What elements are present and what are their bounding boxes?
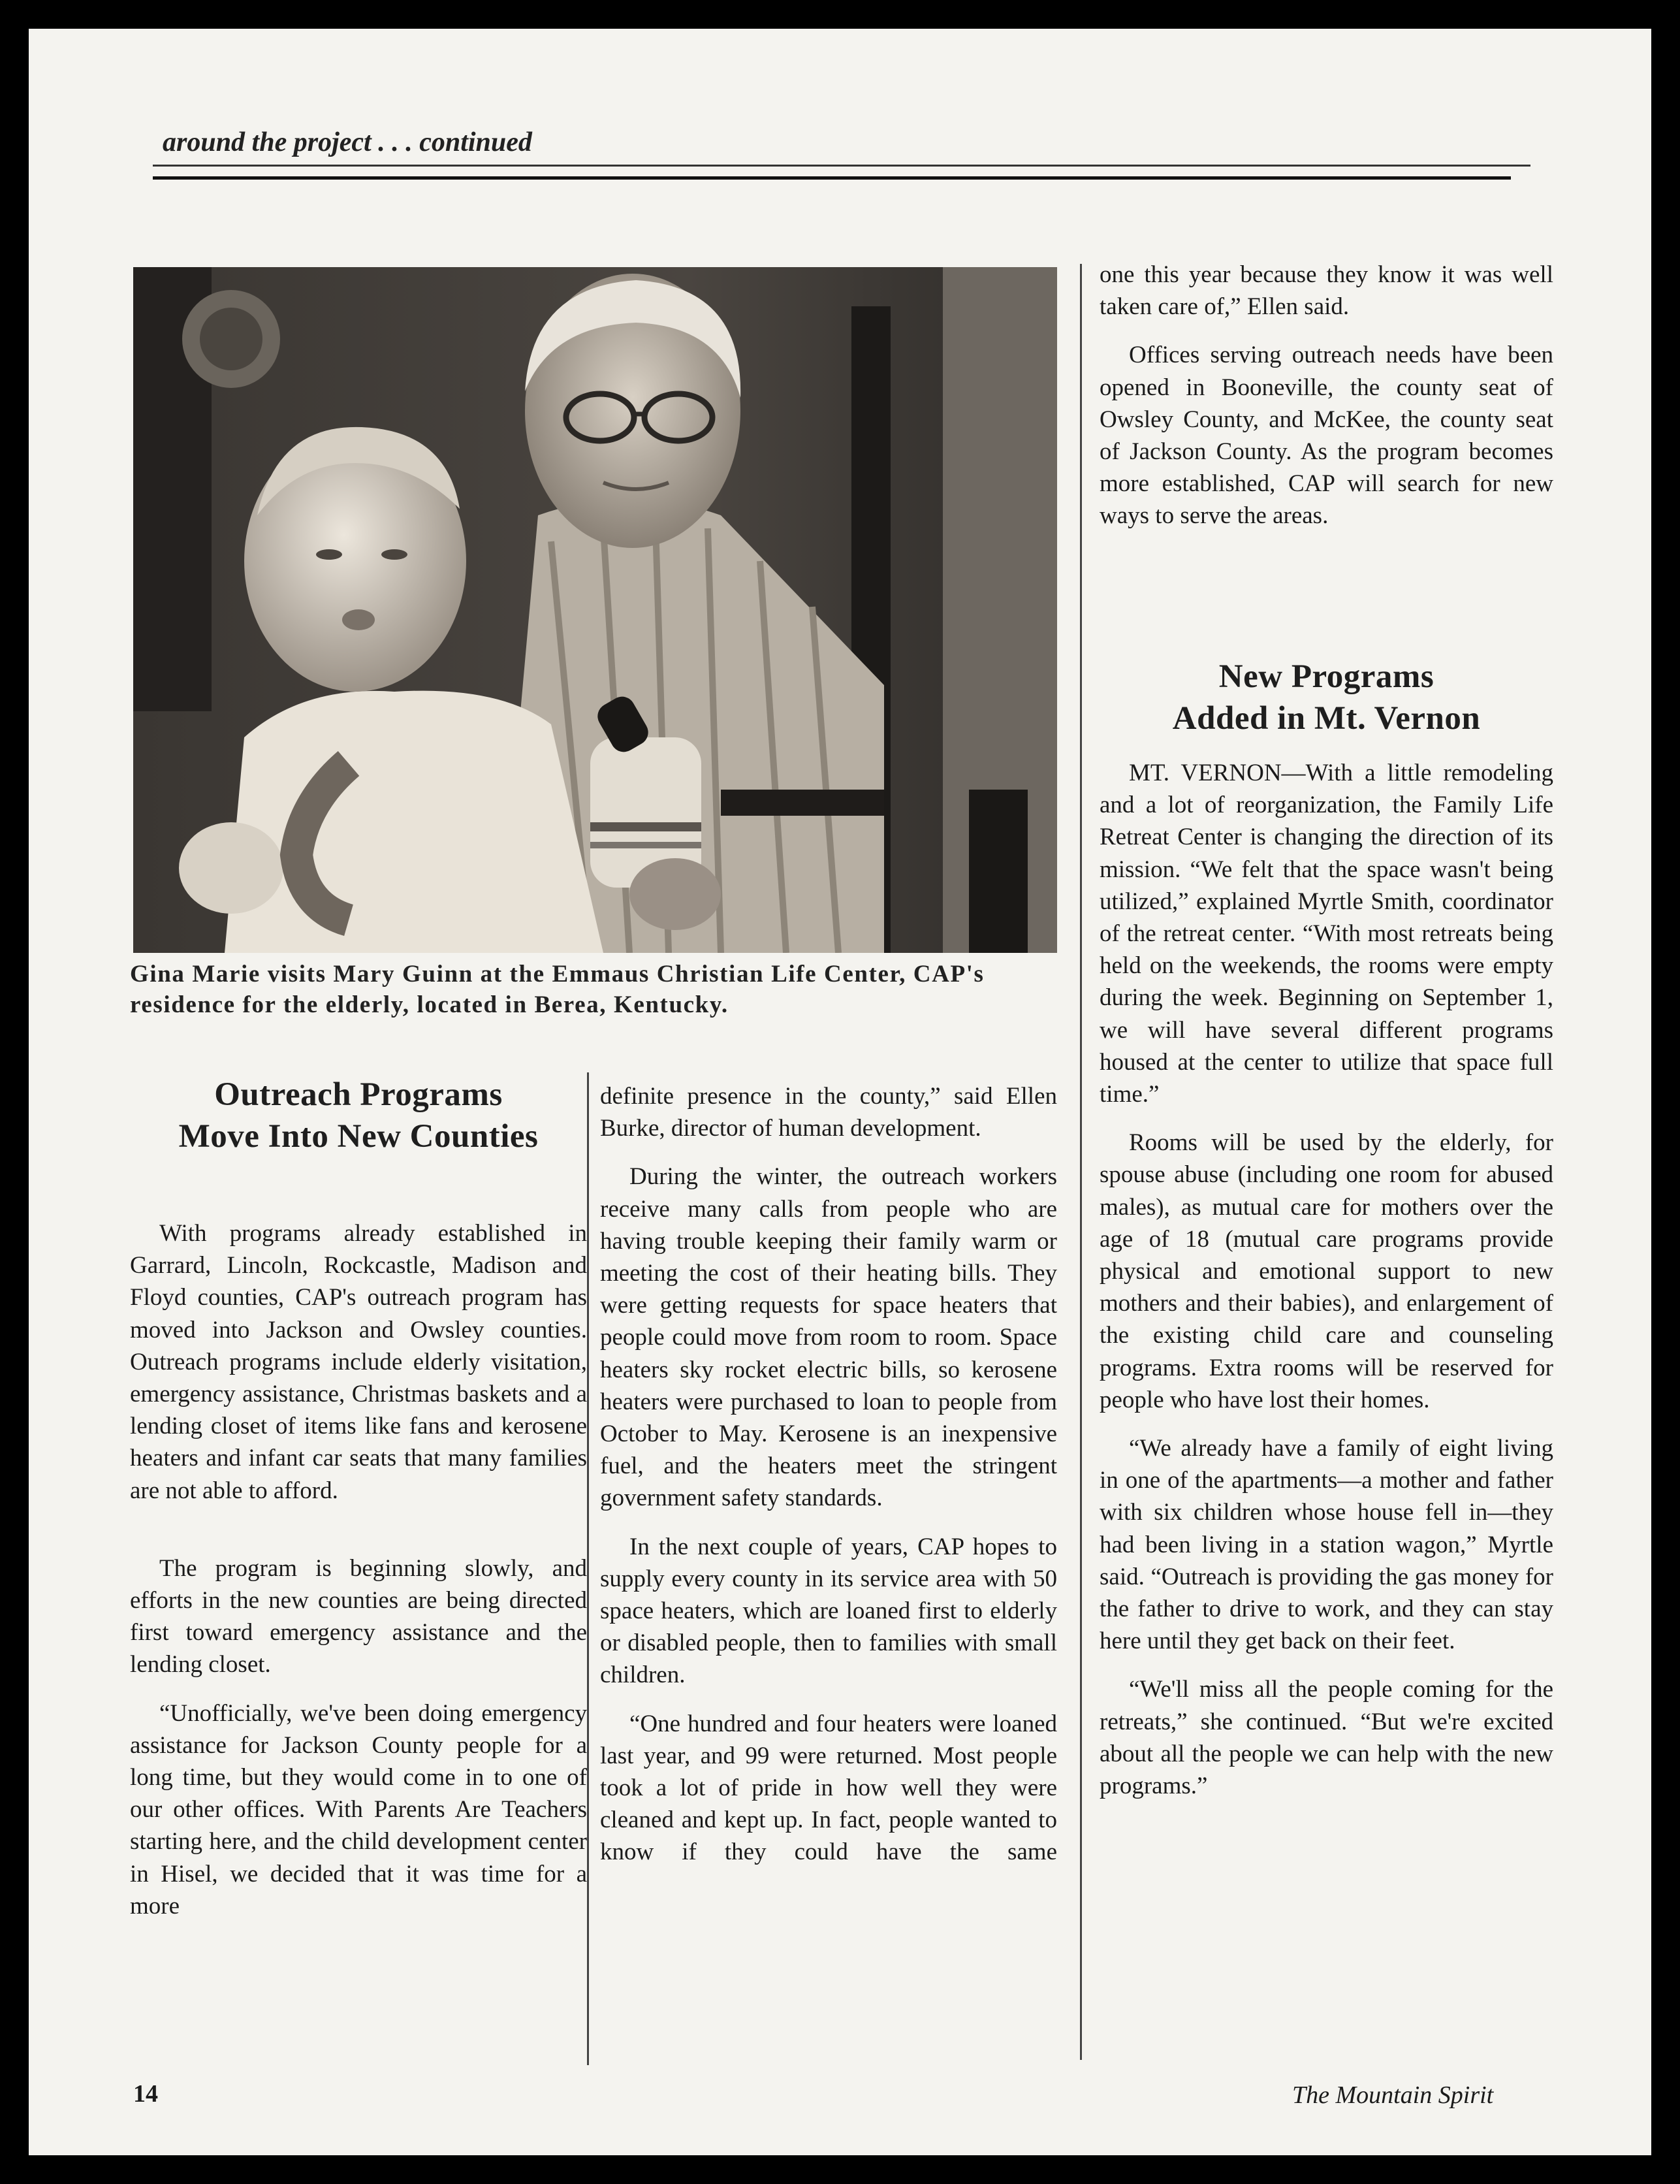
paragraph: “One hundred and four heaters were loaned last year, and 99 were returned. Most people took a lot of pride in how well they were cleaned and kept up. In fact, people wanted to know if they could have the same: [600, 1710, 1057, 1866]
article1-headline: [130, 1074, 587, 1157]
publication-name: The Mountain Spirit: [1292, 2081, 1494, 2109]
headline-line: New Programs: [1218, 658, 1434, 695]
photo-caption: Gina Marie visits Mary Guinn at the Emmaus Christian Life Center, CAP's residence for the elderly, located in Berea, Kentucky.: [130, 961, 985, 1018]
headline-line: Added in Mt. Vernon: [1172, 700, 1481, 737]
paragraph: “Unofficially, we've been doing emergency assistance for Jackson County people for a long time, but they would come in to one of our other offices. With Parents Are Teachers starting here, and the child development center in Hisel, we decided that it was time for a more: [130, 1699, 587, 1919]
paragraph: MT. VERNON—With a little remodeling and a lot of reorganization, the Family Life Retreat Center is changing the direction of its mission. “We felt that the space wasn't being utilized,” explained Myrtle Smith, coordinator of the retreat center. “With most retreats being held on the weekends, the rooms were empty during the week. Beginning on September 1, we will have several different programs housed at the center to utilize that space full time.”: [1100, 760, 1553, 1108]
article2-headline: [1100, 656, 1553, 739]
paragraph: “We already have a family of eight living in one of the apartments—a mother and father with six children whose house fell in—they had been living in a station wagon,” Myrtle said. “Outreach is providing the gas money for the father to drive to work, and they can stay here until they get back on their feet.: [1100, 1435, 1553, 1655]
paragraph: one this year because they know it was well taken care of,” Ellen said.: [1100, 261, 1553, 321]
article1-column-2: [600, 1080, 1057, 1885]
article2-body: [1100, 757, 1553, 1818]
paragraph: “We'll miss all the people coming for the retreats,” she continued. “But we're excited about all the people we can help with the new programs.”: [1100, 1676, 1553, 1800]
headline-line: Outreach Programs: [214, 1076, 503, 1113]
photograph: [133, 267, 1057, 953]
photo-illustration: [133, 267, 1057, 953]
paragraph: Rooms will be used by the elderly, for spouse abuse (including one room for abused males), as mutual care for mothers over the age of 18 (mutual care programs provide physical and emotional support to new mothers and their babies), and enlargement of the existing child care and counseling programs. Extra rooms will be reserved for people who have lost their homes.: [1100, 1129, 1553, 1413]
page-number: 14: [133, 2080, 158, 2108]
paragraph: With programs already established in Garrard, Lincoln, Rockcastle, Madison and Floyd counties, CAP's outreach program has moved into Jackson and Owsley counties. Outreach programs include elderly visitation, emergency assistance, Christmas baskets and a lending closet of items like fans and kerosene heaters and infant car seats that many families are not able to afford.: [130, 1220, 587, 1504]
paragraph: Offices serving outreach needs have been opened in Booneville, the county seat of Owsley County, and McKee, the county seat of Jackson County. As the program becomes more established, CAP will search for new ways to serve the areas.: [1100, 342, 1553, 530]
article1-column-1: [130, 1217, 587, 1938]
paragraph: During the winter, the outreach workers receive many calls from people who are having trouble keeping their family warm or meeting the cost of their heating bills. They were getting requests for space heaters that people could move from room to room. Space heaters sky rocket electric bills, so kerosene heaters were purchased to loan to people from October to May. Kerosene is an inexpensive fuel, and the heaters meet the stringent government safety standards.: [600, 1163, 1057, 1512]
magazine-page: [29, 29, 1651, 2155]
paragraph: In the next couple of years, CAP hopes to supply every county in its service area with 50 space heaters, which are loaned first to elderly or disabled people, then to families with small children.: [600, 1533, 1057, 1689]
column-rule: [587, 1072, 589, 2065]
article1-column-3: [1100, 259, 1553, 549]
paragraph: The program is beginning slowly, and efforts in the new counties are being directed first toward emergency assistance and the lending closet.: [130, 1554, 587, 1678]
header-rule: [153, 165, 1530, 167]
paragraph: definite presence in the county,” said Ellen Burke, director of human development.: [600, 1083, 1057, 1142]
headline-line: Move Into New Counties: [178, 1118, 539, 1155]
column-rule: [1080, 264, 1082, 2060]
header-rule-thick: [153, 176, 1511, 180]
running-header: around the project . . . continued: [163, 127, 532, 157]
